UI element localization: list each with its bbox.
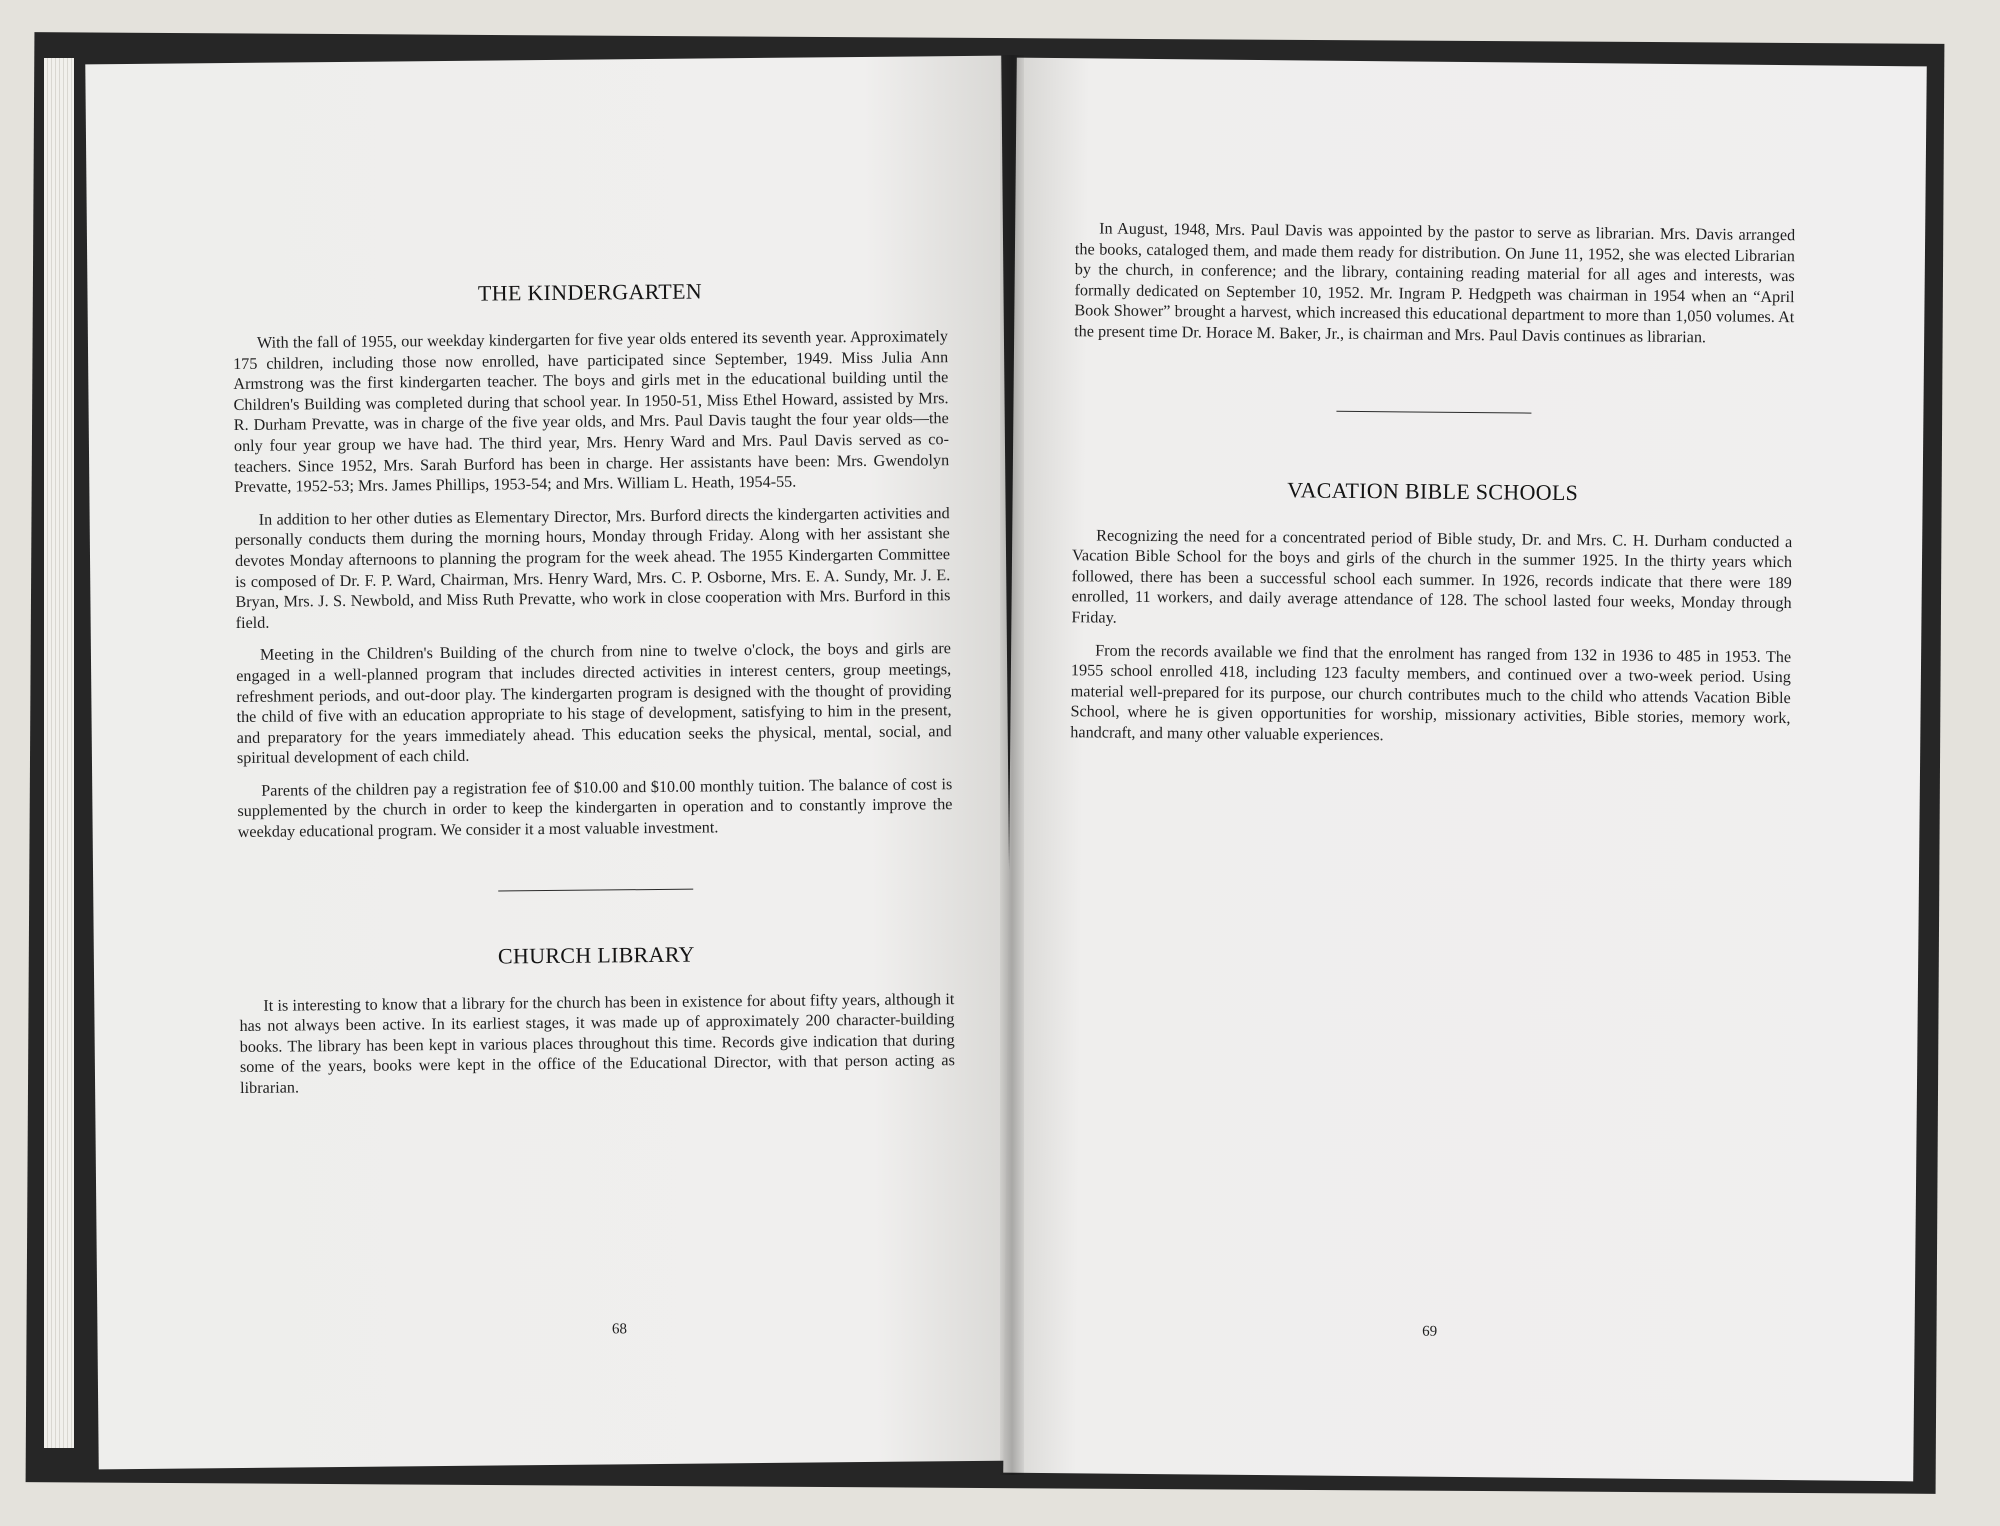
library-continued-paragraph: In August, 1948, Mrs. Paul Davis was appointed by the pastor to serve as librarian. Mrs. Davis arranged the books, cataloged them, and made them ready for distribution. On June 11, 1952, she was elected Librarian by the church, in conference; and the library, containing reading material for all ages and interests, was formally dedicated on September 10, 1952. Mr. Ingram P. Hedgpeth was chairman in 1954 when an “April Book Shower” brought a harvest, which increased this educational department to more than 1,050 volumes. At the present time Dr. Horace M. Baker, Jr., is chairman and Mrs. Paul Davis continues as librarian. xyxy=(1074,219,1796,347)
section-divider xyxy=(498,888,693,891)
page-number: 69 xyxy=(1422,1323,1438,1340)
vbs-paragraph: From the records available we find that the enrolment has ranged from 132 in 1936 to 485 in 1953. The 1955 school enrolled 418, including 123 faculty members, and continued over a two-week period. Using material well-prepared for its purpose, our church contributes much to the child who attends Vacation Bible School, where he is given opportunities for worship, missionary activities, Bible stories, memory work, handcraft, and many other valuable experiences. xyxy=(1070,640,1792,745)
kindergarten-paragraph: In addition to her other duties as Elementary Director, Mrs. Burford directs the kindergarten activities and personally conducts them during the morning hours, Monday through Friday. Along with her assistant she devotes Monday afternoons to planning the program for the week ahead. The 1955 Kindergarten Committee is composed of Dr. F. P. Ward, Chairman, Mrs. Henry Ward, Mrs. C. P. Osborne, Mrs. E. A. Sundy, Mr. J. E. Bryan, Mrs. J. S. Newbold, and Miss Ruth Prevatte, who work in close cooperation with Mrs. Burford in this field. xyxy=(234,503,951,632)
left-page xyxy=(85,56,1014,1470)
section-divider xyxy=(1336,410,1531,413)
kindergarten-heading: THE KINDERGARTEN xyxy=(477,278,703,306)
spine-shadow xyxy=(1000,55,1024,1475)
kindergarten-paragraph: Meeting in the Children's Building of the church from nine to twelve o'clock, the boys and girls are engaged in a well-planned program that includes directed activities in interest centers, group meetings, refreshment periods, and out-door play. The kindergarten program is designed with the thought of providing the child of five with an education appropriate to his stage of development, satisfying to him in the present, and preparatory for the years immediately ahead. This education seeks the physical, mental, social, and spiritual development of each child. xyxy=(236,639,952,768)
library-paragraph: It is interesting to know that a library for the church has been in existence for about fifty years, although it has not always been active. In its earliest stages, it was made up of approximately 200 character-building books. The library has been kept in various places throughout this time. Records give indication that during some of the years, books were kept in the office of the Educational Director, with that person acting as librarian. xyxy=(239,989,955,1098)
page-number: 68 xyxy=(611,1321,628,1338)
church-library-heading: CHURCH LIBRARY xyxy=(497,941,695,969)
right-page xyxy=(1003,58,1927,1482)
vbs-heading: VACATION BIBLE SCHOOLS xyxy=(1287,476,1579,505)
right-page-content xyxy=(1070,218,1795,761)
left-page-content xyxy=(232,276,955,1110)
kindergarten-paragraph: With the fall of 1955, our weekday kindergarten for five year olds entered its seventh year. Approximately 175 children, including those now enrolled, have participated since September, 1949. Miss Julia Ann Armstrong was the first kindergarten teacher. The boys and girls met in the educational building until the Children's Building was completed during that school year. In 1950-51, Miss Ethel Howard, assisted by Mrs. R. Durham Prevatte, was in charge of the five year olds, and Mrs. Paul Davis taught the four year olds—the only four year group we have had. The third year, Mrs. Henry Ward and Mrs. Paul Davis served as co-teachers. Since 1952, Mrs. Sarah Burford has been in charge. Her assistants have been: Mrs. Gwendolyn Prevatte, 1952-53; Mrs. James Phillips, 1953-54; and Mrs. William L. Heath, 1954-55. xyxy=(233,327,950,497)
kindergarten-paragraph: Parents of the children pay a registration fee of $10.00 and $10.00 monthly tuition. The balance of cost is supplemented by the church in order to keep the kindergarten in operation and to constantly improve the weekday educational program. We consider it a most valuable investment. xyxy=(237,775,953,842)
vbs-paragraph: Recognizing the need for a concentrated period of Bible study, Dr. and Mrs. C. H. Durham conducted a Vacation Bible School for the boys and girls of the church in the summer 1925. In the thirty years which followed, there has been a successful school each summer. In 1926, records indicate that there were 189 enrolled, 11 workers, and daily average attendance of 128. The school lasted four weeks, Monday through Friday. xyxy=(1071,526,1793,627)
page-edges xyxy=(44,58,74,1448)
